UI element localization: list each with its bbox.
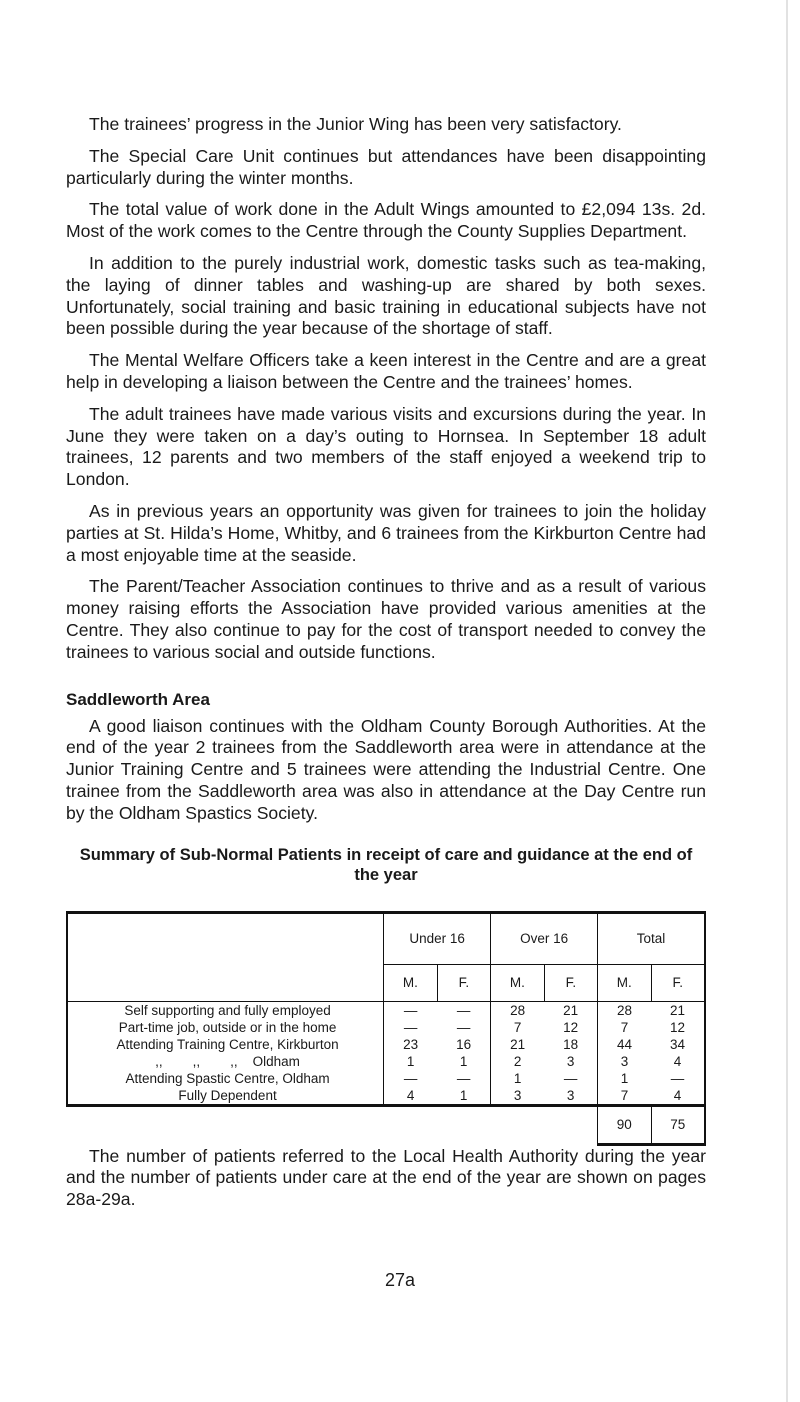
table-cell: — — [456, 1019, 471, 1035]
page-number: 27a — [384, 1270, 416, 1290]
page-edge — [786, 0, 788, 1402]
sub-header-cell: F. — [651, 964, 705, 1001]
table-cell: 1 — [598, 1070, 651, 1087]
sub-header-cell: M. — [491, 964, 544, 1001]
document-body — [66, 114, 706, 1221]
table-cell: — — [563, 1070, 578, 1086]
group-header-over-16: Over 16 — [491, 912, 598, 964]
paragraph-saddleworth: A good liaison continues with the Oldham County Borough Authorities. At the end of the year 2 trainees from the Saddleworth area were in attendance at the Junior Training Centre and 5 trainees were attending the Industrial Centre. One trainee from the Saddleworth area was also in attendance at the Day Centre run by the Oldham Spastics Society. — [66, 715, 706, 823]
table-cell: 28 — [491, 1001, 544, 1019]
table-cell: 1 — [459, 1053, 468, 1069]
row-label: Attending Training Centre, Kirkburton — [67, 1036, 384, 1053]
table-cell: — — [456, 1070, 471, 1086]
table-cell: 28 — [598, 1001, 651, 1019]
sub-header-cell: M. — [598, 964, 651, 1001]
table-cell: 4 — [384, 1087, 438, 1106]
table-row — [67, 1053, 705, 1070]
paragraph-holiday: As in previous years an opportunity was given for trainees to join the holiday parties at St. Hilda’s Home, Whitby, and 6 trainees from the Kirkburton Centre had a most enjoyable time at the seaside. — [66, 500, 706, 565]
row-label: Attending Spastic Centre, Oldham — [67, 1070, 384, 1087]
table-group-header-row — [67, 912, 705, 964]
paragraph-domestic-tasks: In addition to the purely industrial work, domestic tasks such as tea-making, the laying of dinner tables and washing-up are shared by both sexes. Unfortunately, social training and basic training in educational subjects have not been possible during the year because of the shortage of staff. — [66, 252, 706, 339]
summary-table — [66, 911, 706, 1146]
table-cell: 1 — [437, 1087, 491, 1106]
row-label: Fully Dependent — [67, 1087, 384, 1106]
table-cell: 21 — [544, 1001, 597, 1019]
table-cell: 21 — [491, 1036, 544, 1053]
paragraph-special-care: The Special Care Unit continues but attendances have been disappointing particularly during the winter months. — [66, 145, 706, 188]
table-row — [67, 1001, 705, 1019]
table-cell: 4 — [651, 1087, 705, 1106]
table-cell: 34 — [651, 1036, 705, 1053]
group-header-under-16: Under 16 — [384, 912, 491, 964]
table-cell: — — [384, 1070, 438, 1087]
table-row — [67, 1036, 705, 1053]
group-header-total: Total — [598, 912, 705, 964]
section-heading-saddleworth: Saddleworth Area — [66, 689, 210, 709]
table-cell: 21 — [651, 1001, 705, 1019]
table-cell: 3 — [598, 1053, 651, 1070]
table-cell: — — [384, 1001, 438, 1019]
total-male: 90 — [598, 1105, 651, 1144]
paragraph-parent-teacher: The Parent/Teacher Association continues to thrive and as a result of various money raising efforts the Association have provided various amenities at the Centre. They also continue to pay for the cost of transport needed to convey the trainees to various social and outside functions. — [66, 576, 706, 662]
table-cell: 12 — [651, 1019, 705, 1036]
table-cell: — — [651, 1070, 705, 1087]
table-cell: 3 — [491, 1087, 544, 1106]
table-cell: — — [437, 1001, 491, 1019]
table-cell: 12 — [563, 1019, 579, 1035]
table-row — [67, 1070, 705, 1087]
table-cell: 2 — [491, 1053, 544, 1070]
total-female: 75 — [651, 1105, 705, 1144]
table-cell: 18 — [563, 1036, 579, 1052]
table-title: Summary of Sub-Normal Patients in receipt of care and guidance at the end of the year — [79, 845, 693, 884]
table-cell: — — [384, 1019, 438, 1036]
table-total-row — [67, 1105, 705, 1144]
row-label: Self supporting and fully employed — [67, 1001, 384, 1019]
table-cell: 7 — [491, 1019, 544, 1036]
table-cell: 3 — [566, 1053, 575, 1069]
paragraph-welfare-officers: The Mental Welfare Officers take a keen interest in the Centre and are a great help in developing a liaison between the Centre and the trainees’ homes. — [66, 350, 706, 392]
table-row — [67, 1087, 705, 1106]
paragraph-excursions: The adult trainees have made various visits and excursions during the year. In June they were taken on a day’s outing to Hornsea. In September 18 adult trainees, 12 parents and two members of the staff enjoyed a weekend trip to London. — [66, 403, 706, 490]
table-cell: 4 — [651, 1053, 705, 1070]
table-cell: 44 — [598, 1036, 651, 1053]
paragraph-closing: The number of patients referred to the Local Health Authority during the year and the number of patients under care at the end of the year are shown on pages 28a-29a. — [66, 1145, 706, 1210]
table-cell: 7 — [598, 1019, 651, 1036]
sub-header-cell: M. — [384, 964, 438, 1001]
table-cell: 1 — [384, 1053, 438, 1070]
table-cell: 1 — [491, 1070, 544, 1087]
table-cell: 7 — [598, 1087, 651, 1106]
table-cell: 23 — [384, 1036, 438, 1053]
table-cell: 16 — [456, 1036, 472, 1052]
table-corner-cell — [67, 912, 384, 1001]
table-cell: 3 — [544, 1087, 597, 1106]
total-spacer — [67, 1105, 598, 1144]
paragraph-work-value: The total value of work done in the Adult Wings amounted to £2,094 13s. 2d. Most of the work comes to the Centre through the County Supplies Department. — [66, 199, 706, 242]
row-label: Part-time job, outside or in the home — [67, 1019, 384, 1036]
sub-header-cell: F. — [437, 964, 491, 1001]
paragraph-junior-wing: The trainees’ progress in the Junior Wing has been very satisfactory. — [89, 114, 622, 134]
sub-header-cell: F. — [544, 964, 597, 1001]
row-label: ,, ,, ,, Oldham — [67, 1053, 384, 1070]
table-row — [67, 1019, 705, 1036]
